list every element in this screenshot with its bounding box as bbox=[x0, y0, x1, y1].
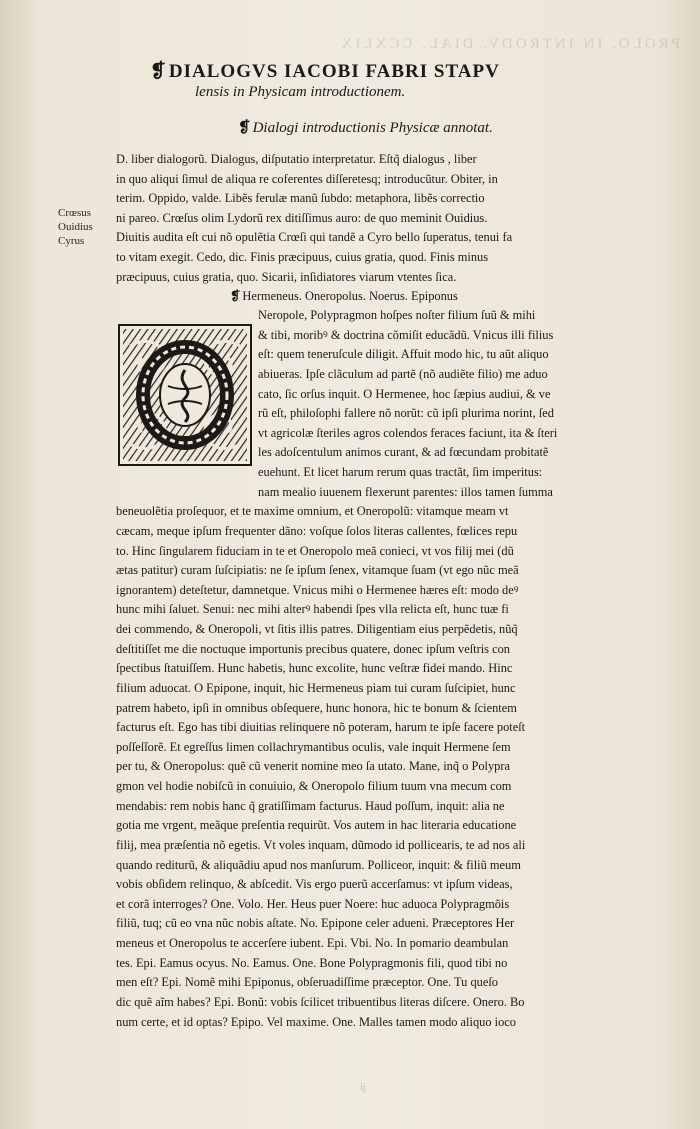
dialogue-line: facturus eſt. Ego has tibi diuitias relinquere nõ poteram, harum te ipſe facere poteſt bbox=[116, 720, 526, 735]
dialogue-line: deſtitiſſet me die noctuque importunis precibus quatere, donec ipſum veſtris con bbox=[116, 641, 510, 656]
dialogue-line: dic quẽ aĩm habes? Epi. Bonũ: vobis ſcilicet tribuentibus literas diſcere. Onero. Bo bbox=[116, 994, 525, 1009]
dialogue-line: rũ eſt, philoſophi fallere nõ norũt: cũ ipſi plurima norint, ſed bbox=[258, 406, 554, 421]
dialogue-line: ætas patitur) curam ſuſcipiatis: ne ſe ipſum ſenex, vitamque ſuam (vt ego nũc meã bbox=[116, 563, 519, 578]
speakers-text: Hermeneus. Oneropolus. Noerus. Epiponus bbox=[242, 289, 458, 304]
dialogue-line: et corã interroges? One. Volo. Her. Heus puer Noere: huc aduoca Polypragmõis bbox=[116, 896, 510, 911]
title-text: DIALOGVS IACOBI FABRI STAPV bbox=[168, 61, 500, 82]
annotation-heading bbox=[238, 118, 678, 137]
speakers-line bbox=[116, 287, 682, 307]
dialogue-line: per tu, & Oneropolus: quẽ cũ venerit nomine meo ſa utato. Mane, inq̃ o Polypra bbox=[116, 759, 511, 774]
dialogue-line: Neropole, Polypragmon hoſpes noſter filium ſuũ & mihi bbox=[258, 308, 536, 322]
annotation-line: ni pareo. Crœſus olim Lydorũ rex ditiſſimus auro: de quo meminit Ouidius. bbox=[116, 210, 488, 225]
dialogue-line: poſſeſſorẽ. Et egreſſus limen collachrymantibus oculis, vale inquit Hermene ſem bbox=[116, 739, 511, 754]
dialogue-line: les adoſcentulum animos curant, & ad fœcundam probitatẽ bbox=[258, 445, 549, 460]
dialogue-line: meneus et Oneropolus te accerſere iubent. Epi. Vbi. No. In pomario deambulan bbox=[116, 936, 509, 950]
dialogue-line: cæcam, meque ipſum frequenter dãno: voſque ſolos literas callentes, fœlices repu bbox=[116, 523, 518, 538]
dialogue-line: patrem habeto, ipſi in omnibus obſequere, hunc honora, hic te bonum & ſcientem bbox=[116, 700, 517, 715]
dialogue-line: cato, ſic orſus inquit. O Hermenee, hoc ſæpius audiui, & ve bbox=[258, 386, 551, 401]
annotation-line: præcipuus, cuius gratia, quo. Sicarii, inſidiatores viarum vtentes ſica. bbox=[116, 269, 457, 284]
dialogue-line: vt agricolæ ſteriles agros colendos feraces faciunt, ita & ſteri bbox=[258, 425, 558, 440]
annotation-line: terim. Oppido, valde. Libẽs ferulæ manũ ſubdo: metaphora, libẽs correctio bbox=[116, 191, 485, 206]
annotation-block bbox=[116, 150, 682, 307]
dialogue-text bbox=[116, 306, 682, 1032]
margin-note: Crœsus bbox=[58, 207, 92, 219]
annotation-line: Diuitis audita eſt cui nõ opulẽtia Crœſi qui tandẽ a Cyro bello ſuperatus, tenui fa bbox=[116, 230, 513, 245]
annotation-line: D. liber dialogorũ. Dialogus, diſputatio interpretatur. Eſtq̃ dialogus , liber bbox=[116, 152, 477, 166]
dialogue-line: gotia me vrgent, meãque preſentia requirũt. Vos autem in hac literaria educatione bbox=[116, 818, 517, 833]
dialogue-line: eſt: quem teneruſcule diligit. Affuit modo hic, tu aũt aliquo bbox=[258, 347, 549, 362]
annotation-line: to vitam exegit. Cedo, dic. Finis præcipuus, cuius gratia, quod. Finis minus bbox=[116, 249, 489, 264]
annotation-line: in quo aliqui ſimul de aliqua re coferentes diſſeretesq; introducũtur. Obiter, in bbox=[116, 171, 498, 186]
dialogue-line: mendabis: rem nobis hanc q̃ gratiſſimam facturus. Haud poſſum, inquit: alia ne bbox=[116, 798, 505, 813]
dialogue-line: dei commendo, & Oneropoli, vt ſitis illis patres. Diligentiam eius perpẽdetis, nũq̃ bbox=[116, 622, 518, 636]
dialogue-line: vobis obſidem relinquo, & abſcedit. Vis ergo puerũ accerſamus: vt ipſum videas, bbox=[116, 877, 513, 892]
annotation-heading-text: Dialogi introductionis Physicæ annotat. bbox=[252, 120, 493, 136]
bleed-through-running-head: PROLO. IN INTRODV. DIAL. CCXLIX bbox=[338, 36, 680, 52]
dialogue-line: beneuolẽtia proſequor, et te maxime omnium, et Oneropolũ: vitamque meam vt bbox=[116, 504, 509, 519]
margin-note: Cyrus bbox=[58, 235, 85, 247]
pilcrow-icon: ❡ bbox=[238, 120, 251, 136]
dialogue-line: to. Hinc ſingularem fiduciam in te et Oneropolo meã conieci, vt vos filij mei (dũ bbox=[116, 543, 514, 558]
dialogue-line: gmon vel hodie nobiſcũ in conuiuio, & Oneropolo filium tuum vna mecum com bbox=[116, 779, 512, 793]
dialogue-line: tes. Epi. Eamus ocyus. No. Eamus. One. Bone Polypragmonis fili, quod tibi no bbox=[116, 955, 508, 970]
dialogue-line: quando rediturũ, & aliquãdiu apud nos manſurum. Polliceor, inquit: & filiũ meum bbox=[116, 857, 521, 872]
pilcrow-icon: ❡ bbox=[150, 61, 167, 82]
dialogue-line: ignorantem) deteſtetur, damnetque. Vnicus mihi o Hermenee hæres eſt: modo deꝰ bbox=[116, 582, 519, 597]
dialogue-line: num certe, et id optas? Epipo. Vel maxime. One. Malles tamen modo aliquo ioco bbox=[116, 1014, 516, 1029]
faint-folio-mark: ij bbox=[360, 1082, 366, 1093]
dialogue-line: ſpectibus ſtatuiſſem. Hunc habetis, hunc excolite, hunc veſtræ fidei mando. Hinc bbox=[116, 661, 513, 676]
dialogue-line: nam mealio iuuenem flexerunt parentes: illos tamen ſumma bbox=[258, 484, 553, 499]
dialogue-line: men eſt? Epi. Nomẽ mihi Epiponus, obſeruadiſſime præceptor. One. Tu queſo bbox=[116, 975, 498, 990]
page-title bbox=[150, 60, 670, 83]
dialogue-line: abiueras. Ipſe clãculum ad partẽ (nõ audiẽte filio) me aduo bbox=[258, 366, 548, 381]
dialogue-line: hunc mihi ſaluet. Senui: nec mihi alterꝰ habendi ſpes vlla relicta eſt, hunc tuæ fi bbox=[116, 602, 509, 617]
pilcrow-icon: ❡ bbox=[230, 289, 241, 304]
margin-note: Ouidius bbox=[58, 221, 93, 233]
dialogue-line: filiũ, tuq; cũ eo vna nũc nobis aſtate. No. Epipone celer adueni. Præceptores Her bbox=[116, 916, 515, 931]
dialogue-line: euehunt. Et licet harum rerum quas tractãt, ſim imperitus: bbox=[258, 465, 543, 479]
page-subtitle: lensis in Physicam introductionem. bbox=[195, 84, 406, 100]
dialogue-line: filij, mea præſentia nõ egetis. Vt voles inquam, dũmodo id pollicearis, te ad nos ali bbox=[116, 837, 526, 852]
margin-notes bbox=[58, 206, 116, 248]
dialogue-line: & tibi, moribꝰ & doctrina cõmiſit educãdũ. Vnicus illi filius bbox=[258, 327, 554, 342]
dialogue-line: filium aduocat. O Epipone, inquit, hic Hermeneus piam tui curam ſuſcipiet, hunc bbox=[116, 680, 516, 695]
